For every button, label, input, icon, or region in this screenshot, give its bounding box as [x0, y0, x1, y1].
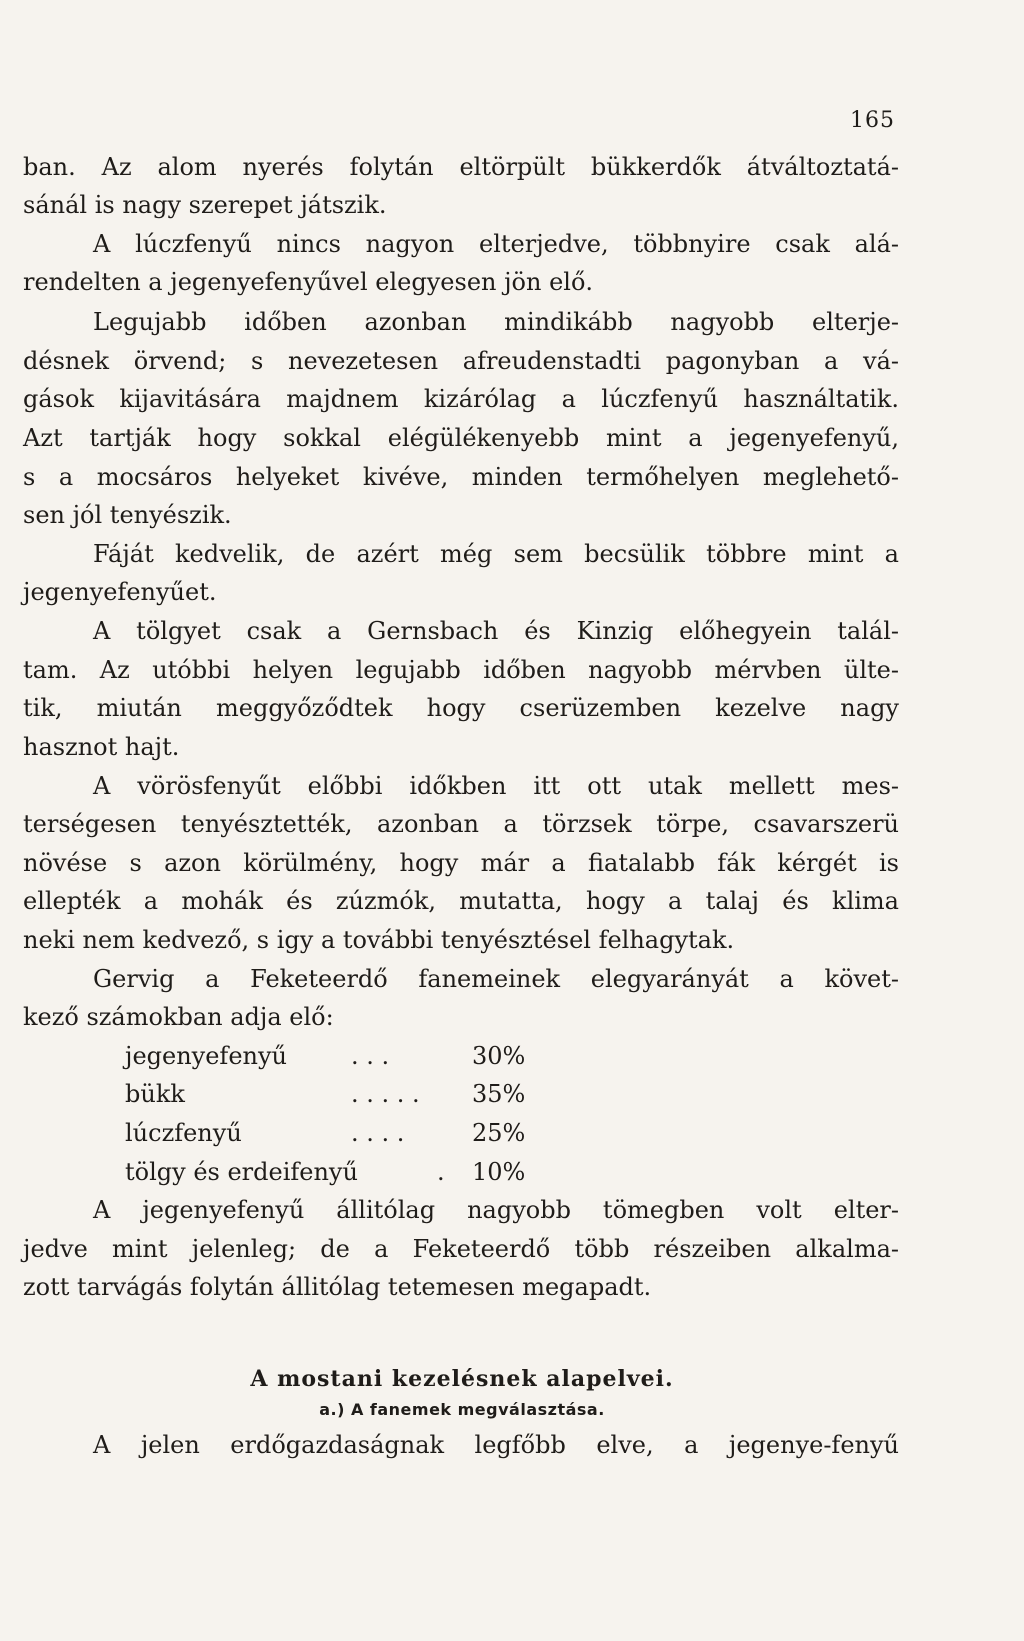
text-line: Fáját kedvelik, de azért még sem becsülik többre mint a	[93, 540, 899, 568]
species-percent: 10%	[472, 1158, 526, 1186]
text-line: tam. Az utóbbi helyen legujabb időben nagyobb mérvben ülte-	[23, 656, 899, 684]
text-line: rendelten a jegenyefenyűvel elegyesen jön elő.	[23, 268, 594, 296]
text-line: désnek örvend; s nevezetesen afreudenstadti pagonyban a vá-	[23, 347, 899, 375]
text-line: Azt tartják hogy sokkal elégülékenyebb mint a jegenyefenyű,	[23, 424, 899, 452]
text-line: ellepték a mohák és zúzmók, mutatta, hogy a talaj és klima	[23, 887, 899, 915]
leader-dots: . . . . .	[351, 1080, 420, 1108]
text-line: terségesen tenyésztették, azonban a törzsek törpe, csavarszerü	[23, 810, 899, 838]
species-percent: 30%	[472, 1042, 526, 1070]
text-line: sen jól tenyészik.	[23, 501, 232, 529]
leader-dots: . . . .	[351, 1119, 405, 1147]
text-line: A jelen erdőgazdaságnak legfőbb elve, a jegenye-fenyű	[93, 1431, 899, 1459]
text-line: zott tarvágás folytán állitólag tetemesen megapadt.	[23, 1273, 652, 1301]
species-name: jegenyefenyű	[125, 1042, 287, 1070]
text-line: Gervig a Feketeerdő fanemeinek elegyarányát a követ-	[93, 965, 899, 993]
subsection-heading: a.) A fanemek megválasztása.	[319, 1400, 605, 1419]
leader-dots: . . .	[351, 1042, 390, 1070]
text-line: hasznot hajt.	[23, 733, 180, 761]
text-line: gások kijavitására majdnem kizárólag a lúczfenyű használtatik.	[23, 385, 899, 413]
text-line: A tölgyet csak a Gernsbach és Kinzig előhegyein talál-	[93, 617, 899, 645]
text-line: jegenyefenyűet.	[23, 578, 217, 606]
text-line: sánál is nagy szerepet játszik.	[23, 191, 387, 219]
species-name: tölgy és erdeifenyű	[125, 1158, 358, 1186]
leader-dots: .	[437, 1158, 445, 1186]
species-percent: 25%	[472, 1119, 526, 1147]
text-line: A lúczfenyű nincs nagyon elterjedve, többnyire csak alá-	[93, 230, 899, 258]
text-line: növése s azon körülmény, hogy már a fiatalabb fák kérgét is	[23, 849, 899, 877]
species-percent: 35%	[472, 1080, 526, 1108]
text-line: Legujabb időben azonban mindikább nagyobb elterje-	[93, 308, 899, 336]
text-line: s a mocsáros helyeket kivéve, minden termőhelyen meglehető-	[23, 463, 899, 491]
text-line: A jegenyefenyű állitólag nagyobb tömegben volt elter-	[93, 1196, 899, 1224]
page-number: 165	[850, 108, 895, 133]
text-line: jedve mint jelenleg; de a Feketeerdő több részeiben alkalma-	[23, 1235, 899, 1263]
text-line: A vörösfenyűt előbbi időkben itt ott utak mellett mes-	[93, 772, 899, 800]
species-name: bükk	[125, 1080, 185, 1108]
text-line: kező számokban adja elő:	[23, 1003, 334, 1031]
species-name: lúczfenyű	[125, 1119, 242, 1147]
section-heading: A mostani kezelésnek alapelvei.	[250, 1366, 674, 1392]
text-line: neki nem kedvező, s igy a további tenyésztésel felhagytak.	[23, 926, 735, 954]
text-line: ban. Az alom nyerés folytán eltörpült bükkerdők átváltoztatá-	[23, 153, 899, 181]
text-line: tik, miután meggyőződtek hogy cserüzemben kezelve nagy	[23, 694, 899, 722]
